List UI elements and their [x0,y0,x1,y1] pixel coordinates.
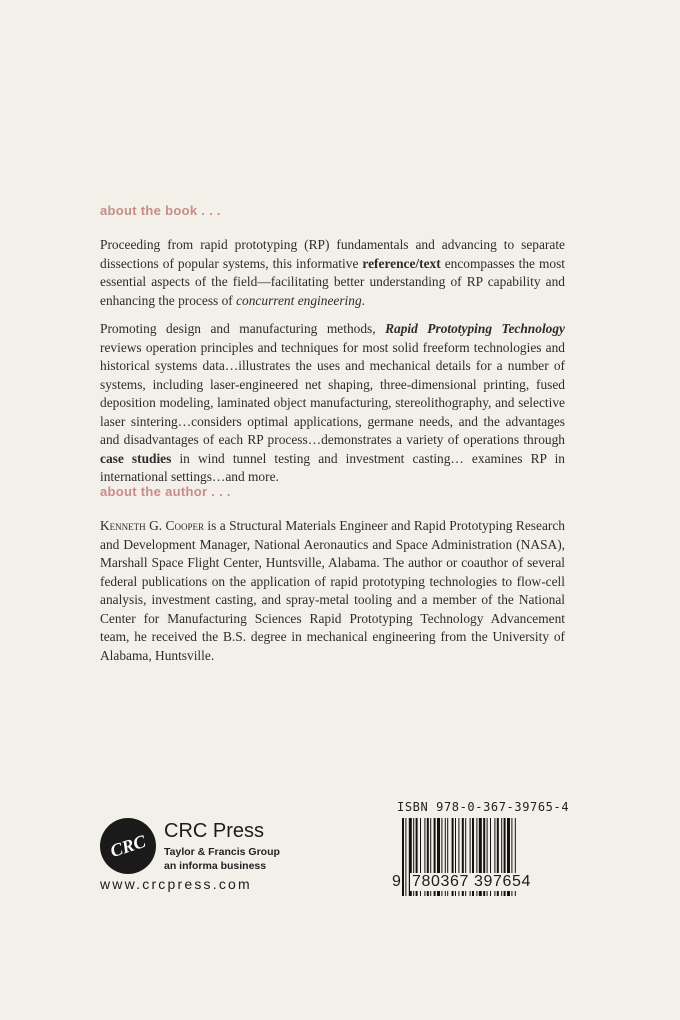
crc-logo-icon: CRC [100,818,156,874]
publisher-group: Taylor & Francis Group [164,846,280,858]
back-cover: about the book . . . Proceeding from rapid prototyping (RP) fundamentals and advancing to separate dissections of popular systems, this informative reference/text encompasses the most essential aspects of the field—facilitating better understanding of RP capability and enhancing the process of concurrent engineering. Promoting design and manufacturing methods, Rapid Prototyping Technology reviews operation principles and techniques for most solid freeform technologies and historical systems data…illustrates the uses and mechanical details for a number of systems, including laser-engineered net shaping, three-dimensional printing, fused deposition modeling, laminated object manufacturing, stereolithography, and selective laser sintering…considers optimal applications, germane needs, and the advantages and disadvantages of each RP process…demonstrates a variety of operations through case studies in wind tunnel testing and investment casting… examines RP in international settings…and more. about the author . . . Kenneth G. Cooper is a Structural Materials Engineer and Rapid Prototyping Research and Development Manager, National Aeronautics and Space Administration (NASA), Marshall Space Flight Center, Huntsville, Alabama. The author or coauthor of several federal publications on the application of rapid prototyping technologies to flow-cell analysis, investment casting, and spray-metal tooling and a member of the National Center for Manufacturing Sciences Rapid Prototyping Technology Advancement team, he received the B.S. degree in mechanical engineering from the University of Alabama, Huntsville. CRC CRC Press Taylor & Francis Group an informa business www.crcpress.com ISBN 978-0-367-39765-4 9 780367 397654 [0,0,680,1020]
about-book-paragraph-1: Proceeding from rapid prototyping (RP) fundamentals and advancing to separate dissections of popular systems, this informative reference/text encompasses the most essential aspects of the field—facilitating better understanding of RP capability and enhancing the process of concurrent engineering. [100,237,566,308]
about-book-heading: about the book . . . [100,203,221,218]
barcode-bar [405,818,406,896]
barcode-bar [402,818,404,896]
isbn-label: ISBN 978-0-367-39765-4 [397,800,570,814]
author-name: Kenneth G. Cooper [100,518,204,533]
publisher-url: www.crcpress.com [100,876,252,892]
publisher-name: CRC Press [164,820,265,842]
publisher-tagline: an informa business [164,860,267,872]
about-author-paragraph: Kenneth G. Cooper is a Structural Materials Engineer and Rapid Prototyping Research and Development Manager, National Aeronautics and Space Administration (NASA), Marshall Space Flight Center, Huntsville, Alabama. The author or coauthor of several federal publications on the application of rapid prototyping technologies to flow-cell analysis, investment casting, and spray-metal tooling and a member of the National Center for Manufacturing Sciences Rapid Prototyping Technology Advancement team, he received the B.S. degree in mechanical engineering from the University of Alabama, Huntsville. [100,518,565,663]
about-book-paragraph-2: Promoting design and manufacturing methods, Rapid Prototyping Technology reviews operation principles and techniques for most solid freeform technologies and historical systems data…illustrates the uses and mechanical details for a number of systems, including laser-engineered net shaping, three-dimensional printing, fused deposition modeling, laminated object manufacturing, stereolithography, and selective laser sintering…considers optimal applications, germane needs, and the advantages and disadvantages of each RP process…demonstrates a variety of operations through case studies in wind tunnel testing and investment casting… examines RP in international settings…and more. [100,321,565,484]
about-author-heading: about the author . . . [100,484,231,499]
